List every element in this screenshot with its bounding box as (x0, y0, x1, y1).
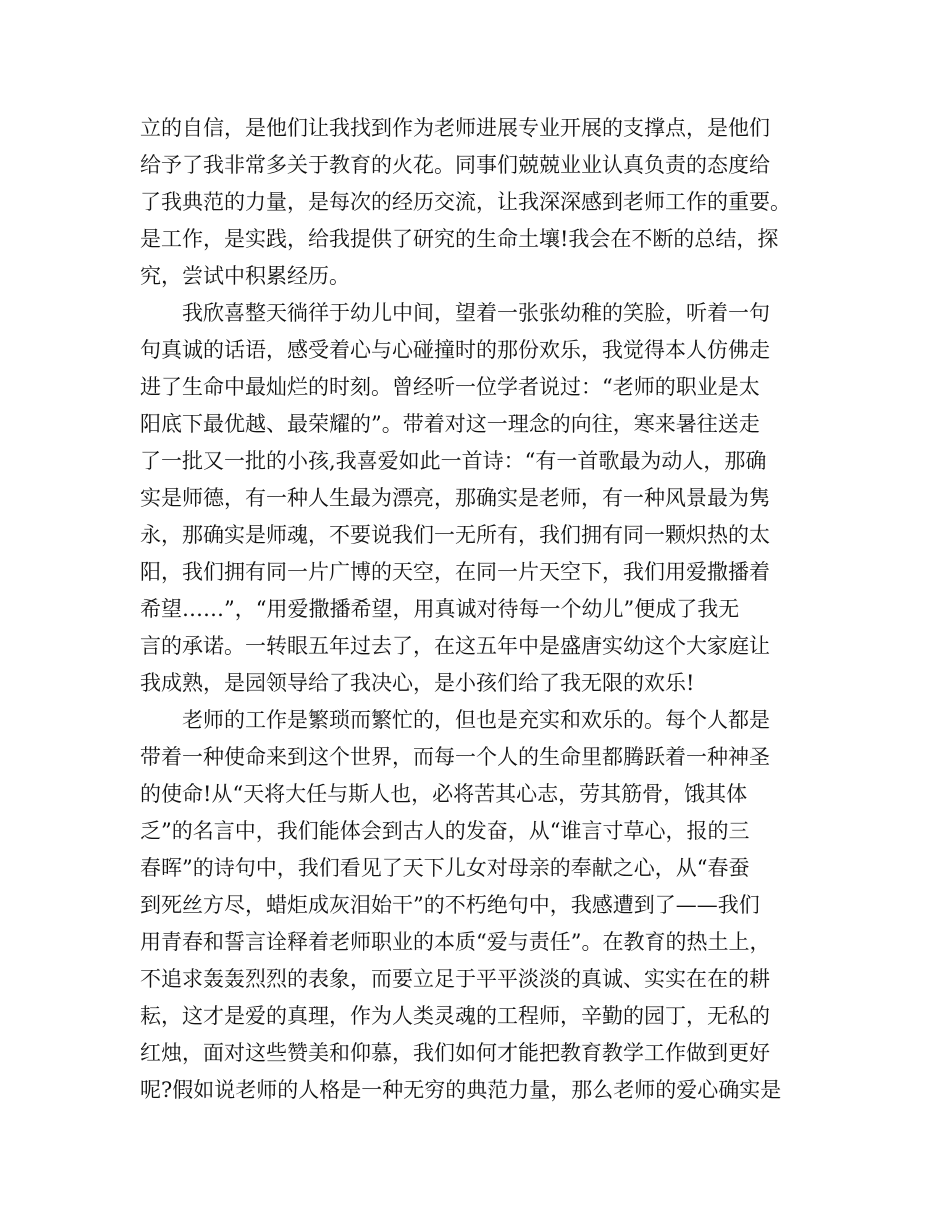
text-line: 究，尝试中积累经历。 (140, 264, 350, 288)
text-line: 是工作，是实践，给我提供了研究的生命土壤!我会在不断的总结，探 (140, 227, 779, 251)
text-line: 乏”的名言中，我们能体会到古人的发奋，从“谁言寸草心，报的三 (140, 819, 750, 843)
text-line: 进了生命中最灿烂的时刻。曾经听一位学者说过：“老师的职业是太 (140, 375, 760, 399)
text-line: 不追求轰轰烈烈的表象，而要立足于平平淡淡的真诚、实实在在的耕 (140, 967, 770, 991)
text-line: 立的自信，是他们让我找到作为老师进展专业开展的支撑点，是他们 (140, 116, 770, 140)
text-line: 春晖”的诗句中，我们看见了天下儿女对母亲的奉献之心，从“春蚕 (140, 856, 750, 880)
text-line: 我成熟，是园领导给了我决心，是小孩们给了我无限的欢乐! (140, 671, 695, 695)
text-line: 带着一种使命来到这个世界，而每一个人的生命里都腾跃着一种神圣 (140, 745, 770, 769)
text-line: 言的承诺。一转眼五年过去了，在这五年中是盛唐实幼这个大家庭让 (140, 634, 770, 658)
text-line: 句真诚的话语，感受着心与心碰撞时的那份欢乐，我觉得本人仿佛走 (140, 338, 770, 362)
text-line: 用青春和誓言诠释着老师职业的本质“爱与责任”。在教育的热土上， (140, 930, 771, 954)
paragraph-start-line: 我欣喜整天徜徉于幼儿中间，望着一张张幼稚的笑脸，听着一句 (182, 301, 770, 325)
text-line: 了我典范的力量，是每次的经历交流，让我深深感到老师工作的重要。 (140, 190, 791, 214)
paragraph-start-line: 老师的工作是繁琐而繁忙的，但也是充实和欢乐的。每个人都是 (182, 708, 770, 732)
text-line: 给予了我非常多关于教育的火花。同事们兢兢业业认真负责的态度给 (140, 153, 770, 177)
text-line: 红烛，面对这些赞美和仰慕，我们如何才能把教育教学工作做到更好 (140, 1041, 770, 1065)
text-line: 阳，我们拥有同一片广博的天空，在同一片天空下，我们用爱撒播着 (140, 560, 770, 584)
text-line: 耘，这才是爱的真理，作为人类灵魂的工程师，辛勤的园丁，无私的 (140, 1004, 770, 1028)
document-body (140, 110, 820, 1109)
text-line: 实是师德，有一种人生最为漂亮，那确实是老师，有一种风景最为隽 (140, 486, 770, 510)
text-line: 希望……”，“用爱撒播希望，用真诚对待每一个幼儿”便成了我无 (140, 597, 740, 621)
text-line: 的使命!从“天将大任与斯人也，必将苦其心志，劳其筋骨，饿其体 (140, 782, 748, 806)
text-line: 到死丝方尽，蜡炬成灰泪始干”的不朽绝句中，我感遭到了——我们 (140, 893, 760, 917)
text-line: 呢?假如说老师的人格是一种无穷的典范力量，那么老师的爱心确实是 (140, 1078, 782, 1102)
text-line: 阳底下最优越、最荣耀的”。带着对这一理念的向往，寒来暑往送走 (140, 412, 760, 436)
text-line: 了一批又一批的小孩,我喜爱如此一首诗：“有一首歌最为动人，那确 (140, 449, 767, 473)
text-line: 永，那确实是师魂，不要说我们一无所有，我们拥有同一颗炽热的太 (140, 523, 770, 547)
